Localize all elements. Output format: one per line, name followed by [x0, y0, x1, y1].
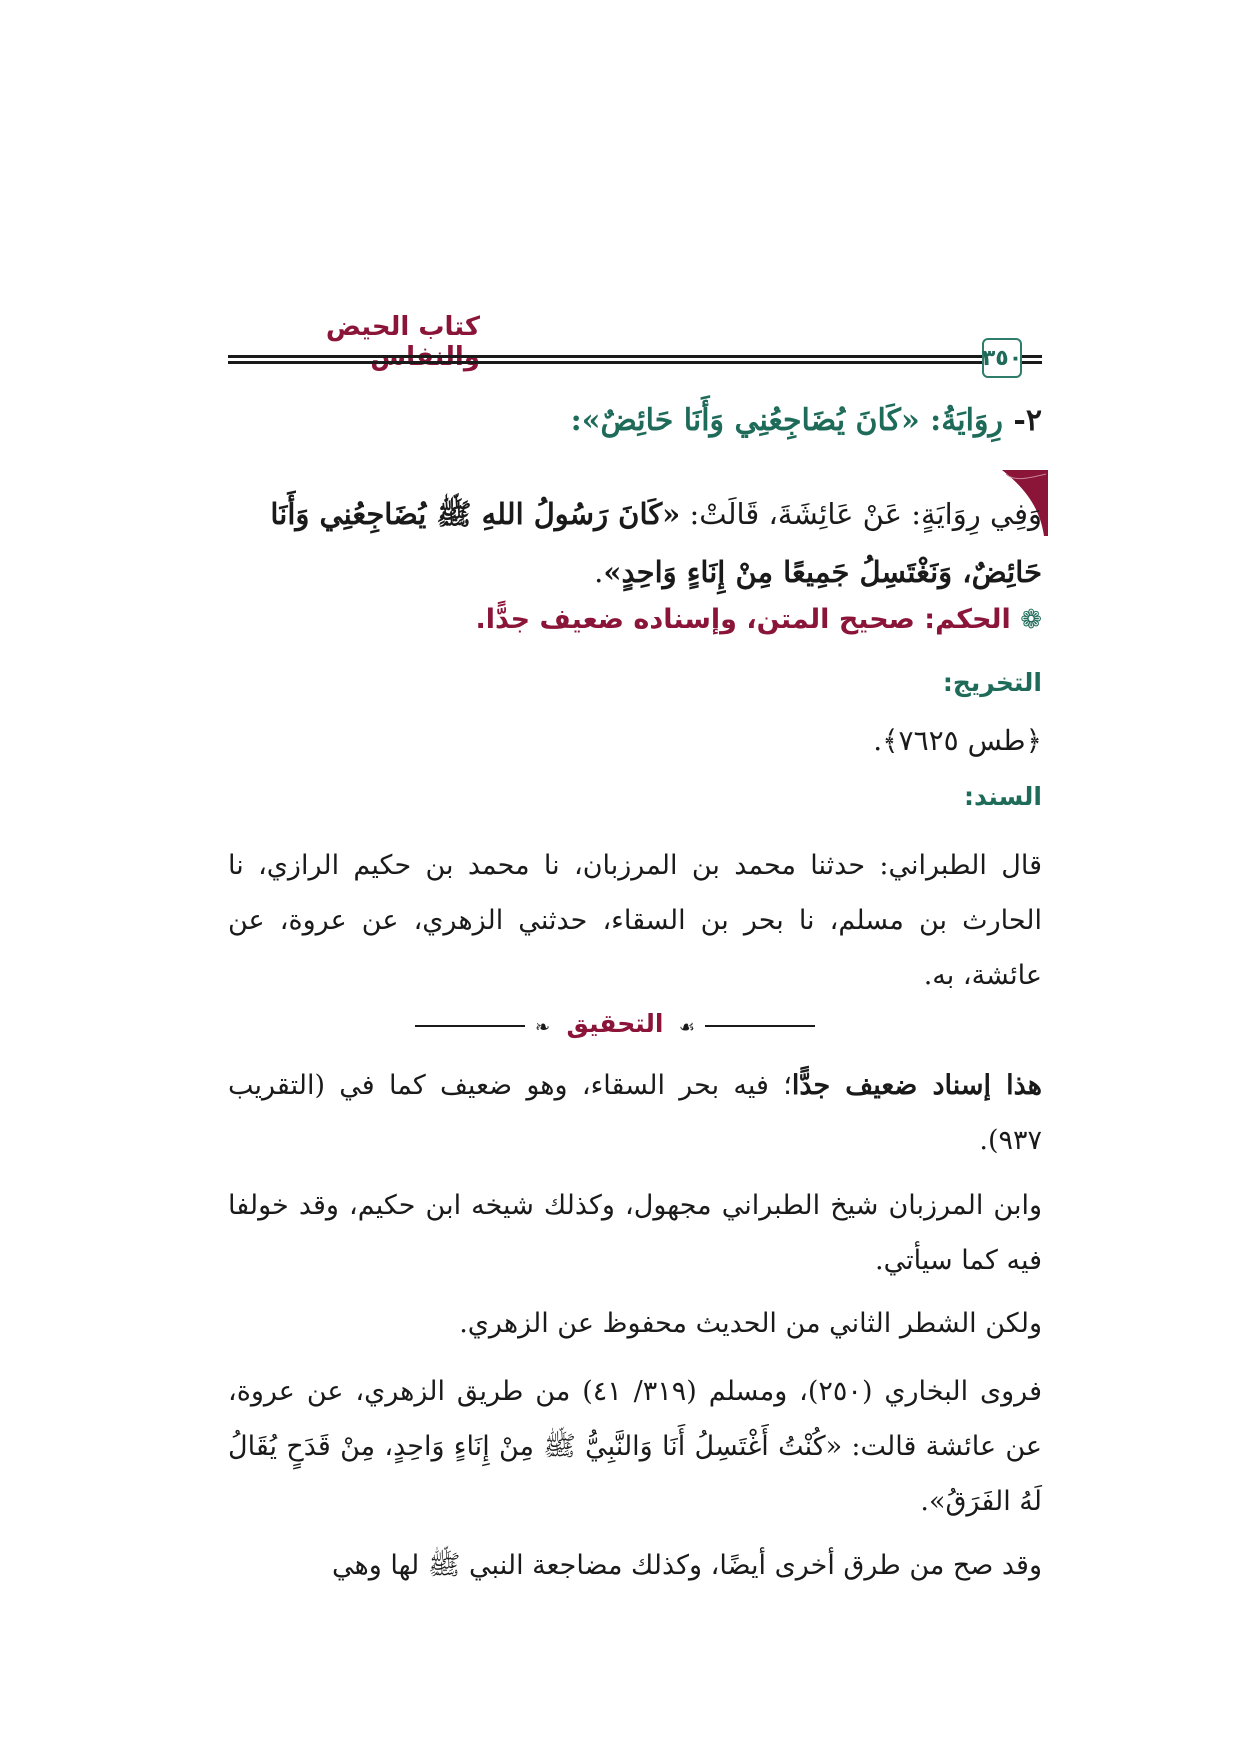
tahqiq-paragraph-1 — [228, 1058, 1042, 1168]
tahqiq-paragraph-3: ولكن الشطر الثاني من الحديث محفوظ عن الزهري. — [459, 1308, 1042, 1339]
sanad-text: قال الطبراني: حدثنا محمد بن المرزبان، نا محمد بن حكيم الرازي، نا الحارث بن مسلم، نا بحر بن السقاء، حدثني الزهري، عن عروة، عن عائشة، به. — [228, 850, 1042, 991]
riwaya-intro: وَفِي رِوَايَةٍ: عَنْ عَائِشَةَ، قَالَتْ: — [680, 497, 1042, 531]
tahqiq-divider — [415, 1011, 815, 1041]
page-number: ٣٥٠ — [982, 338, 1022, 378]
riwaya-hadith: «كَانَ رَسُولُ اللهِ ﷺ يُضَاجِعُنِي وَأَنَا حَائِضٌ، وَنَغْتَسِلُ جَمِيعًا مِنْ إِنَاءٍ وَاحِدٍ» — [270, 497, 1042, 589]
divider-ornament-right-icon: ☙ — [678, 1017, 695, 1038]
flower-ornament-icon: ❁ — [1020, 605, 1042, 635]
riwaya-paragraph — [228, 485, 1042, 601]
section-number: ٢- — [1013, 403, 1042, 438]
tahqiq-title: التحقيق — [566, 1009, 664, 1038]
tahqiq-paragraph-2: وابن المرزبان شيخ الطبراني مجهول، وكذلك شيخه ابن حكيم، وقد خولفا فيه كما سيأتي. — [228, 1190, 1042, 1276]
tahqiq-paragraph-5: وقد صح من طرق أخرى أيضًا، وكذلك مضاجعة النبي ﷺ لها وهي — [332, 1550, 1042, 1581]
tahqiq-p1-bold: هذا إسناد ضعيف جدًّا — [791, 1070, 1043, 1101]
divider-ornament-left-icon: ❧ — [535, 1017, 551, 1038]
section-title — [228, 403, 1042, 438]
ruling-label: الحكم: — [924, 604, 1011, 635]
riwaya-end: . — [594, 555, 604, 589]
sanad-label: السند: — [963, 782, 1042, 811]
ruling-value: صحيح المتن، وإسناده ضعيف جدًّا. — [475, 604, 915, 635]
takhrij-reference: ﴿طس ٧٦٢٥﴾. — [873, 724, 1042, 757]
takhrij-label: التخريج: — [942, 668, 1042, 697]
tahqiq-p1-rest: ؛ فيه بحر السقاء، وهو ضعيف كما في (التقريب ٩٣٧). — [228, 1070, 1042, 1156]
tahqiq-paragraph-4: فروى البخاري (٢٥٠)، ومسلم (٣١٩/ ٤١) من طريق الزهري، عن عروة، عن عائشة قالت: «كُنْتُ أَغْتَسِلُ أَنَا وَالنَّبِيُّ ﷺ مِنْ إِنَاءٍ وَاحِدٍ، مِنْ قَدَحٍ يُقَالُ لَهُ الفَرَقُ». — [228, 1376, 1042, 1517]
ruling — [228, 604, 1042, 635]
header-rule-top — [228, 355, 982, 358]
section-title-text: رِوَايَةُ: «كَانَ يُضَاجِعُنِي وَأَنَا حَائِضٌ»: — [570, 403, 1003, 438]
book-title: كتاب الحيض — [325, 312, 480, 342]
header-rule-bottom — [228, 361, 982, 364]
